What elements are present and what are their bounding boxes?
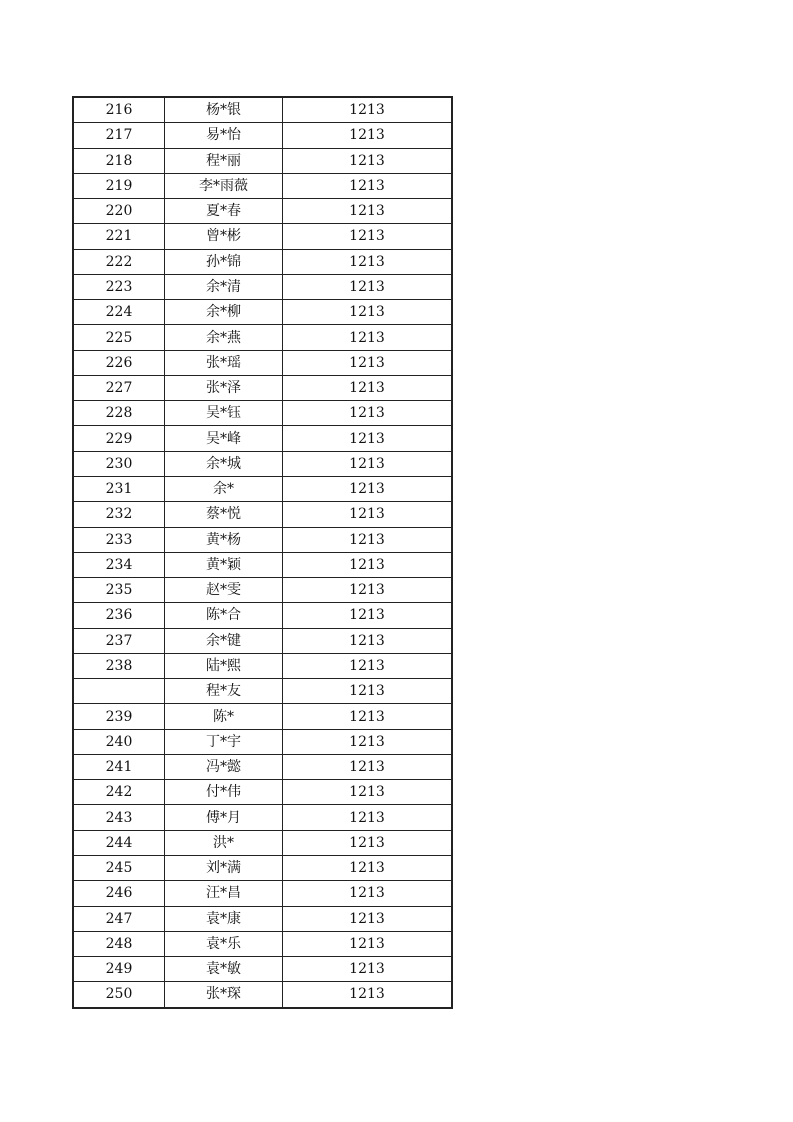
row-number-cell: 233 <box>73 527 165 552</box>
row-number-cell: 244 <box>73 830 165 855</box>
row-number-cell: 225 <box>73 325 165 350</box>
table-row <box>73 224 452 249</box>
row-number-cell: 238 <box>73 653 165 678</box>
amount-cell: 1213 <box>283 729 453 754</box>
table-row <box>73 931 452 956</box>
name-cell: 张*琛 <box>165 982 283 1008</box>
amount-cell: 1213 <box>283 855 453 880</box>
table-row <box>73 502 452 527</box>
amount-cell: 1213 <box>283 375 453 400</box>
name-cell: 丁*宇 <box>165 729 283 754</box>
amount-cell: 1213 <box>283 628 453 653</box>
table-row <box>73 199 452 224</box>
amount-cell: 1213 <box>283 148 453 173</box>
name-cell: 余*清 <box>165 274 283 299</box>
amount-cell: 1213 <box>283 881 453 906</box>
amount-cell: 1213 <box>283 502 453 527</box>
amount-cell: 1213 <box>283 274 453 299</box>
row-number-cell: 246 <box>73 881 165 906</box>
row-number-cell: 240 <box>73 729 165 754</box>
amount-cell: 1213 <box>283 97 453 123</box>
name-cell: 曾*彬 <box>165 224 283 249</box>
table-row <box>73 628 452 653</box>
amount-cell: 1213 <box>283 982 453 1008</box>
row-number-cell: 241 <box>73 754 165 779</box>
table-row <box>73 350 452 375</box>
name-cell: 程*友 <box>165 679 283 704</box>
name-cell: 袁*乐 <box>165 931 283 956</box>
name-cell: 夏*春 <box>165 199 283 224</box>
amount-cell: 1213 <box>283 527 453 552</box>
row-number-cell: 221 <box>73 224 165 249</box>
row-number-cell <box>73 679 165 704</box>
amount-cell: 1213 <box>283 325 453 350</box>
name-cell: 余* <box>165 476 283 501</box>
table-row <box>73 148 452 173</box>
name-cell: 吴*峰 <box>165 426 283 451</box>
amount-cell: 1213 <box>283 401 453 426</box>
name-cell: 杨*银 <box>165 97 283 123</box>
table-row <box>73 300 452 325</box>
amount-cell: 1213 <box>283 578 453 603</box>
name-cell: 余*柳 <box>165 300 283 325</box>
row-number-cell: 219 <box>73 173 165 198</box>
name-cell: 张*瑶 <box>165 350 283 375</box>
amount-cell: 1213 <box>283 451 453 476</box>
name-cell: 洪* <box>165 830 283 855</box>
row-number-cell: 250 <box>73 982 165 1008</box>
row-number-cell: 218 <box>73 148 165 173</box>
row-number-cell: 222 <box>73 249 165 274</box>
table-row <box>73 855 452 880</box>
table-row <box>73 451 452 476</box>
name-cell: 付*伟 <box>165 780 283 805</box>
row-number-cell: 239 <box>73 704 165 729</box>
name-cell: 程*丽 <box>165 148 283 173</box>
row-number-cell: 227 <box>73 375 165 400</box>
row-number-cell: 223 <box>73 274 165 299</box>
amount-cell: 1213 <box>283 906 453 931</box>
name-cell: 孙*锦 <box>165 249 283 274</box>
table-row <box>73 401 452 426</box>
table-row <box>73 653 452 678</box>
table-row <box>73 274 452 299</box>
row-number-cell: 235 <box>73 578 165 603</box>
amount-cell: 1213 <box>283 426 453 451</box>
row-number-cell: 228 <box>73 401 165 426</box>
name-cell: 余*键 <box>165 628 283 653</box>
amount-cell: 1213 <box>283 350 453 375</box>
name-cell: 汪*昌 <box>165 881 283 906</box>
amount-cell: 1213 <box>283 957 453 982</box>
row-number-cell: 217 <box>73 123 165 148</box>
amount-cell: 1213 <box>283 224 453 249</box>
table-row <box>73 982 452 1008</box>
name-cell: 张*泽 <box>165 375 283 400</box>
amount-cell: 1213 <box>283 653 453 678</box>
name-cell: 袁*敏 <box>165 957 283 982</box>
name-cell: 李*雨薇 <box>165 173 283 198</box>
table-row <box>73 603 452 628</box>
table-row <box>73 426 452 451</box>
row-number-cell: 237 <box>73 628 165 653</box>
amount-cell: 1213 <box>283 704 453 729</box>
row-number-cell: 234 <box>73 552 165 577</box>
name-cell: 余*城 <box>165 451 283 476</box>
row-number-cell: 242 <box>73 780 165 805</box>
amount-cell: 1213 <box>283 805 453 830</box>
amount-cell: 1213 <box>283 780 453 805</box>
table-row <box>73 957 452 982</box>
table-row <box>73 881 452 906</box>
amount-cell: 1213 <box>283 173 453 198</box>
name-cell: 蔡*悦 <box>165 502 283 527</box>
amount-cell: 1213 <box>283 300 453 325</box>
table-row <box>73 249 452 274</box>
row-number-cell: 249 <box>73 957 165 982</box>
row-number-cell: 245 <box>73 855 165 880</box>
name-cell: 黄*杨 <box>165 527 283 552</box>
amount-cell: 1213 <box>283 552 453 577</box>
row-number-cell: 248 <box>73 931 165 956</box>
table-row <box>73 780 452 805</box>
row-number-cell: 226 <box>73 350 165 375</box>
amount-cell: 1213 <box>283 249 453 274</box>
row-number-cell: 232 <box>73 502 165 527</box>
table-row <box>73 375 452 400</box>
table-row <box>73 830 452 855</box>
name-cell: 陈* <box>165 704 283 729</box>
row-number-cell: 247 <box>73 906 165 931</box>
row-number-cell: 224 <box>73 300 165 325</box>
table-row <box>73 123 452 148</box>
name-cell: 吴*钰 <box>165 401 283 426</box>
row-number-cell: 216 <box>73 97 165 123</box>
table-row <box>73 729 452 754</box>
name-cell: 冯*懿 <box>165 754 283 779</box>
amount-cell: 1213 <box>283 679 453 704</box>
table-row <box>73 552 452 577</box>
amount-cell: 1213 <box>283 476 453 501</box>
name-cell: 赵*雯 <box>165 578 283 603</box>
table-body <box>73 97 452 1008</box>
table-row <box>73 325 452 350</box>
name-cell: 陈*合 <box>165 603 283 628</box>
table-row <box>73 906 452 931</box>
table-row <box>73 97 452 123</box>
name-cell: 袁*康 <box>165 906 283 931</box>
name-cell: 傅*月 <box>165 805 283 830</box>
name-cell: 刘*满 <box>165 855 283 880</box>
amount-cell: 1213 <box>283 199 453 224</box>
row-number-cell: 236 <box>73 603 165 628</box>
amount-cell: 1213 <box>283 754 453 779</box>
row-number-cell: 220 <box>73 199 165 224</box>
table-row <box>73 679 452 704</box>
row-number-cell: 231 <box>73 476 165 501</box>
table-row <box>73 173 452 198</box>
amount-cell: 1213 <box>283 603 453 628</box>
table-row <box>73 527 452 552</box>
name-cell: 余*燕 <box>165 325 283 350</box>
amount-cell: 1213 <box>283 931 453 956</box>
amount-cell: 1213 <box>283 830 453 855</box>
amount-cell: 1213 <box>283 123 453 148</box>
table-row <box>73 754 452 779</box>
recipient-table <box>72 96 453 1009</box>
row-number-cell: 243 <box>73 805 165 830</box>
table-row <box>73 704 452 729</box>
table-row <box>73 476 452 501</box>
row-number-cell: 230 <box>73 451 165 476</box>
table-row <box>73 578 452 603</box>
table-row <box>73 805 452 830</box>
name-cell: 陆*熙 <box>165 653 283 678</box>
name-cell: 黄*颖 <box>165 552 283 577</box>
name-cell: 易*怡 <box>165 123 283 148</box>
row-number-cell: 229 <box>73 426 165 451</box>
